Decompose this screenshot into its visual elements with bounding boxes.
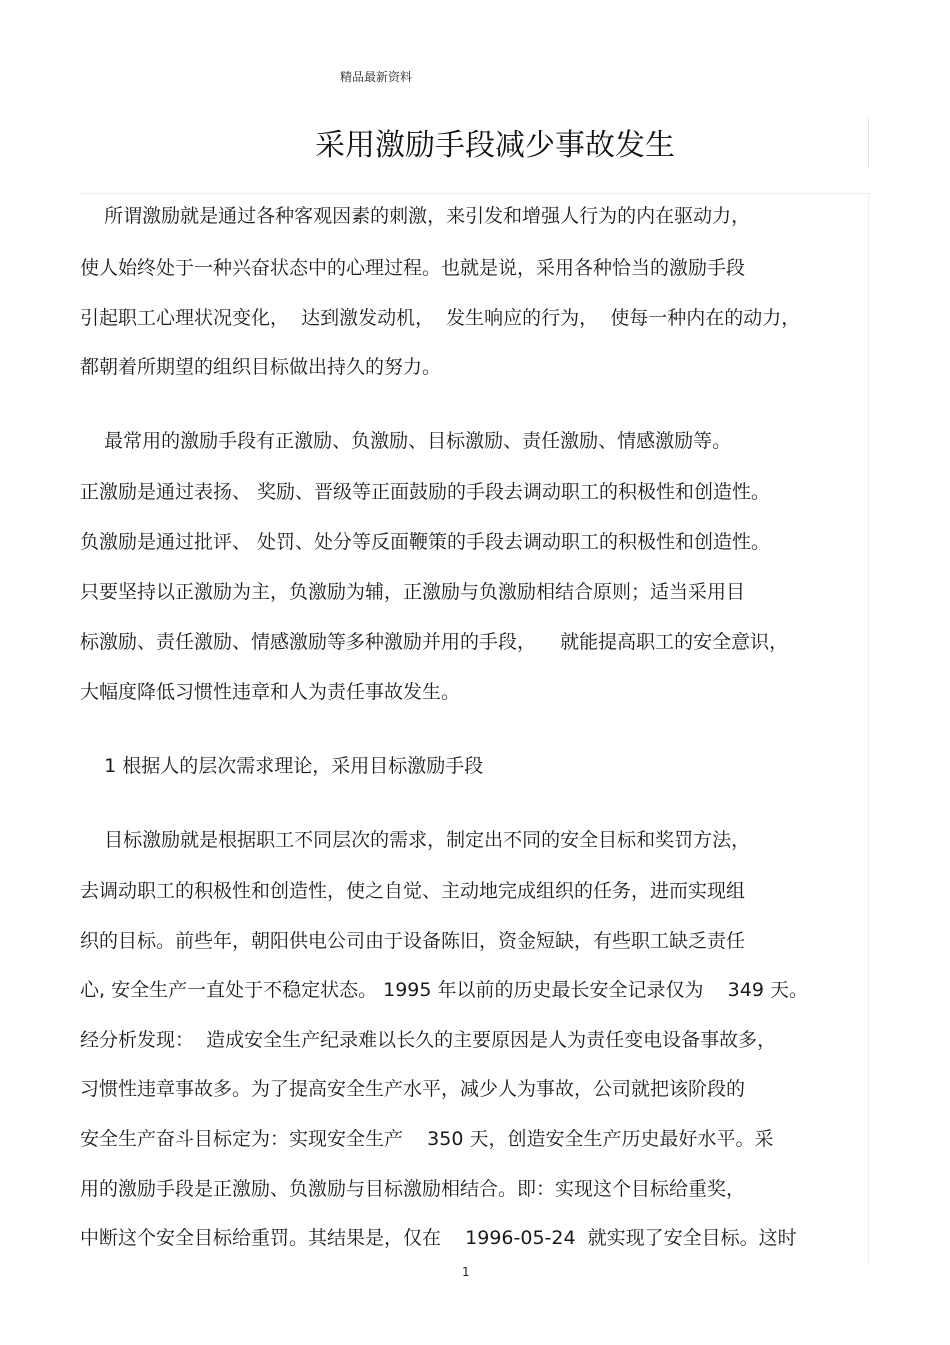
paragraph-line: 用的激励手段是正激励、负激励与目标激励相结合。即：实现这个目标给重奖， xyxy=(80,1178,746,1200)
content-right-border xyxy=(868,193,869,1263)
paragraph-line: 引起职工心理状况变化， 达到激发动机， 发生响应的行为， 使每一种内在的动力， xyxy=(80,307,801,329)
paragraph-line: 都朝着所期望的组织目标做出持久的努力。 xyxy=(80,356,442,378)
header-note: 精品最新资料 xyxy=(340,70,413,84)
page-number: 1 xyxy=(462,1265,470,1279)
paragraph-line: 所谓激励就是通过各种客观因素的刺激，来引发和增强人行为的内在驱动力， xyxy=(80,205,751,227)
paragraph-line: 只要坚持以正激励为主，负激励为辅，正激励与负激励相结合原则；适当采用目 xyxy=(80,581,746,603)
paragraph-line: 负激励是通过批评、 处罚、处分等反面鞭策的手段去调动职工的积极性和创造性。 xyxy=(80,531,771,553)
paragraph-line: 安全生产奋斗目标定为：实现安全生产 350 天，创造安全生产历史最好水平。采 xyxy=(80,1128,774,1150)
paragraph-line: 中断这个安全目标给重罚。其结果是，仅在 1996-05-24 就实现了安全目标。这时 xyxy=(80,1227,797,1249)
content-top-border xyxy=(80,193,870,194)
paragraph-line: 大幅度降低习惯性违章和人为责任事故发生。 xyxy=(80,681,461,703)
section-heading: 1 根据人的层次需求理论，采用目标激励手段 xyxy=(80,755,484,777)
title-right-border xyxy=(868,118,869,168)
paragraph-line: 最常用的激励手段有正激励、负激励、目标激励、责任激励、情感激励等。 xyxy=(80,430,732,452)
paragraph-line: 经分析发现： 造成安全生产纪录难以长久的主要原因是人为责任变电设备事故多， xyxy=(80,1029,777,1051)
paragraph-line: 目标激励就是根据职工不同层次的需求，制定出不同的安全目标和奖罚方法， xyxy=(80,829,751,851)
paragraph-line: 织的目标。前些年，朝阳供电公司由于设备陈旧，资金短缺，有些职工缺乏责任 xyxy=(80,930,746,952)
paragraph-line: 使人始终处于一种兴奋状态中的心理过程。也就是说，采用各种恰当的激励手段 xyxy=(80,257,746,279)
document-title: 采用激励手段减少事故发生 xyxy=(315,128,675,163)
paragraph-line: 心, 安全生产一直处于不稳定状态。 1995 年以前的历史最长安全记录仅为 349 天。 xyxy=(80,979,808,1001)
paragraph-line: 去调动职工的积极性和创造性，使之自觉、主动地完成组织的任务，进而实现组 xyxy=(80,880,746,902)
paragraph-line: 标激励、责任激励、情感激励等多种激励并用的手段， 就能提高职工的安全意识， xyxy=(80,631,789,653)
paragraph-line: 习惯性违章事故多。为了提高安全生产水平，减少人为事故，公司就把该阶段的 xyxy=(80,1078,746,1100)
paragraph-line: 正激励是通过表扬、 奖励、晋级等正面鼓励的手段去调动职工的积极性和创造性。 xyxy=(80,481,771,503)
